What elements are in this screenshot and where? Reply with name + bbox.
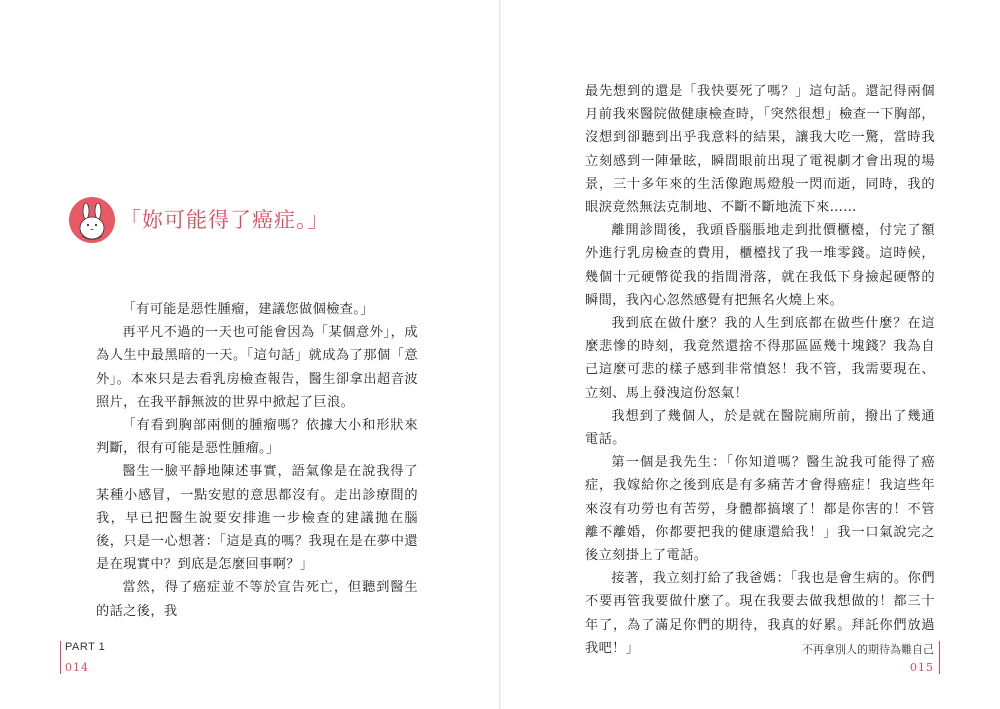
paragraph: 醫生一臉平靜地陳述事實，語氣像是在說我得了某種小感冒，一點安慰的意思都沒有。走出診療間的我，早已把醫生說要安排進一步檢查的建議拋在腦後，只是一心想著：「這是真的嗎？我現在是在夢中還是在現實中？到底是怎麼回事啊？」: [96, 464, 418, 573]
page-number: 014: [65, 661, 89, 674]
left-body-text: [96, 298, 418, 623]
paragraph: 再平凡不過的一天也可能會因為「某個意外」，成為人生中最黑暗的一天。「這句話」就成為了那個「意外」。本來只是去看乳房檢查報告，醫生卻拿出超音波照片，在我平靜無波的世界中掀起了巨浪。: [96, 325, 418, 410]
left-page: [0, 0, 499, 709]
bunny-icon: [68, 196, 116, 244]
paragraph: 當然，得了癌症並不等於宣告死亡，但聽到醫生的話之後，我: [96, 580, 418, 619]
paragraph: 第一個是我先生：「你知道嗎？醫生說我可能得了癌症，我嫁給你之後到底是有多痛苦才會得癌症！我這些年來沒有功勞也有苦勞，身體都搞壞了！都是你害的！不管離不離婚，你都要把我的健康還給我！」我一口氣說完之後立刻掛上了電話。: [585, 455, 935, 564]
paragraph: 「有可能是惡性腫瘤，建議您做個檢查。」: [122, 302, 374, 317]
right-body-text: [585, 80, 935, 660]
page-number: 015: [910, 661, 934, 674]
paragraph: 我到底在做什麼？我的人生到底都在做些什麼？在這麼悲慘的時刻，我竟然還捨不得那區區幾十塊錢？我為自己這麼可悲的樣子感到非常憤怒！我不管，我需要現在、立刻、馬上發洩這份怒氣！: [585, 316, 935, 401]
paragraph: 我想到了幾個人，於是就在醫院廁所前，撥出了幾通電話。: [585, 408, 935, 448]
paragraph: 接著，我立刻打給了我爸媽：「我也是會生病的。你們不要再管我要做什麼了。現在我要去做我想做的！都三十年了，為了滿足你們的期待，我真的好累。拜託你們放過我吧！」: [585, 571, 935, 656]
folio-rule: [939, 641, 940, 674]
chapter-title: 「妳可能得了癌症。」: [120, 208, 330, 232]
paragraph: 離開診間後，我頭昏腦脹地走到批價櫃檯，付完了額外進行乳房檢查的費用，櫃檯找了我一堆零錢。這時候，幾個十元硬幣從我的指間滑落，就在我低下身撿起硬幣的瞬間，我內心忽然感覺有把無名火燒上來。: [585, 223, 935, 308]
folio-rule: [60, 641, 61, 674]
paragraph: 「有看到胸部兩側的腫瘤嗎？依據大小和形狀來判斷，很有可能是惡性腫瘤。」: [96, 418, 418, 457]
paragraph: 最先想到的還是「我快要死了嗎？」這句話。還記得兩個月前我來醫院做健康檢查時，「突然很想」檢查一下胸部，沒想到卻聽到出乎我意料的結果，讓我大吃一驚，當時我立刻感到一陣暈眩，瞬間眼前出現了電視劇才會出現的場景，三十多年來的生活像跑馬燈般一閃而逝，同時，我的眼淚竟然無法克制地、不斷不斷地流下來……: [585, 84, 935, 216]
right-page: [501, 0, 1000, 709]
part-label: PART 1: [65, 641, 106, 653]
book-title-label: 不再拿別人的期待為難自己: [802, 644, 934, 656]
